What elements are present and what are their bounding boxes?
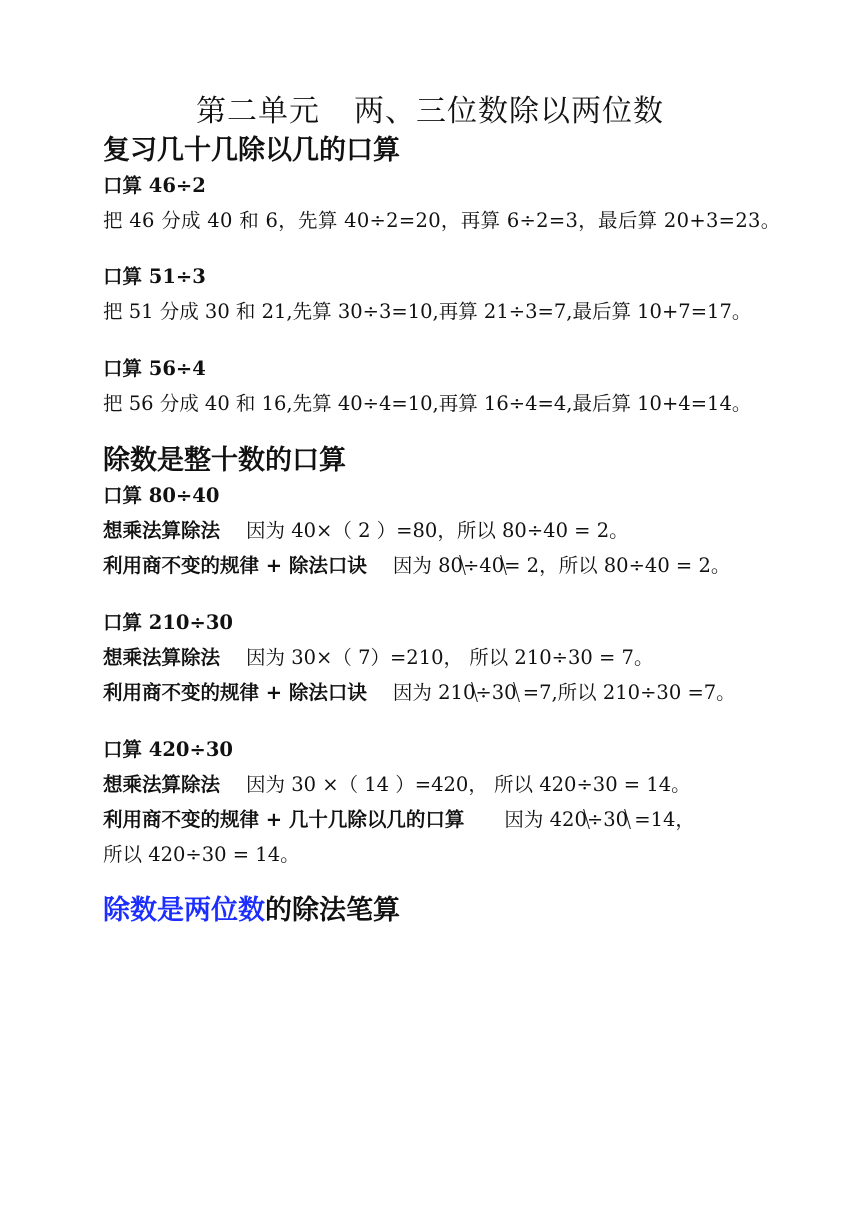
method-label: 利用商不变的规律 + 几十几除以几的口算 (103, 808, 465, 831)
strike-mark (584, 808, 590, 830)
cancelled-zero: 0 (450, 554, 463, 577)
unit-title-part1: 第二单元 (196, 94, 320, 129)
method-conclusion-420-div-30: 所以 420÷30 = 14。 (103, 843, 300, 866)
method-multiply-80-div-40 (103, 515, 629, 543)
strike-mark (501, 554, 507, 576)
unit-title (0, 86, 860, 130)
method-text-b: ÷4 (462, 554, 492, 577)
method-text-a: 因为 21 (392, 681, 463, 704)
method-text-c: =7,所以 210÷30 =7。 (516, 681, 736, 704)
problem-56-div-4: 口算 56÷4 (103, 357, 206, 380)
method-text-a: 因为 42 (504, 808, 575, 831)
problem-51-div-3: 口算 51÷3 (103, 265, 206, 288)
method-text: 因为 40×（ 2 ）=80，所以 80÷40 = 2。 (246, 519, 629, 542)
section3-heading-highlight: 除数是两位数 (103, 895, 265, 926)
strike-mark (514, 681, 520, 703)
section2-heading: 除数是整十数的口算 (103, 445, 346, 476)
cancelled-zero: 0 (462, 681, 476, 704)
explanation-56-div-4: 把 56 分成 40 和 16,先算 40÷4=10,再算 16÷4=4,最后算 10+4=14。 (103, 392, 752, 415)
method-text-c: = 2，所以 80÷40 = 2。 (504, 554, 731, 577)
problem-420-div-30: 口算 420÷30 (103, 738, 233, 761)
method-text: 因为 30 ×（ 14 ）=420， 所以 420÷30 = 14。 (246, 773, 691, 796)
problem-210-div-30: 口算 210÷30 (103, 611, 233, 634)
method-text-a: 因为 8 (392, 554, 451, 577)
method-label: 想乘法算除法 (103, 519, 221, 542)
method-quotient-210-div-30 (103, 677, 736, 705)
section1-heading: 复习几十几除以几的口算 (103, 135, 400, 166)
method-multiply-420-div-30 (103, 769, 691, 797)
section3-heading-rest: 的除法笔算 (265, 895, 400, 926)
method-quotient-80-div-40 (103, 550, 730, 578)
strike-mark (625, 808, 631, 830)
method-label: 想乘法算除法 (103, 773, 221, 796)
cancelled-zero: 0 (504, 681, 517, 704)
method-label: 想乘法算除法 (103, 646, 221, 669)
cancelled-zero: 0 (574, 808, 587, 831)
strike-mark (460, 554, 466, 576)
method-multiply-210-div-30 (103, 642, 653, 670)
unit-title-part2: 两、三位数除以两位数 (354, 94, 664, 129)
strike-mark (472, 681, 478, 703)
cancelled-zero: 0 (615, 808, 629, 831)
problem-80-div-40: 口算 80÷40 (103, 484, 220, 507)
method-label: 利用商不变的规律 + 除法口诀 (103, 554, 367, 577)
method-text: 因为 30×（ 7）=210， 所以 210÷30 = 7。 (246, 646, 654, 669)
method-text-b: ÷3 (586, 808, 616, 831)
method-text-b: ÷3 (475, 681, 505, 704)
section3-heading (103, 888, 400, 927)
method-text-c: =14， (628, 808, 695, 831)
method-label: 利用商不变的规律 + 除法口诀 (103, 681, 367, 704)
cancelled-zero: 0 (491, 554, 505, 577)
method-quotient-420-div-30 (103, 804, 695, 832)
explanation-51-div-3: 把 51 分成 30 和 21,先算 30÷3=10,再算 21÷3=7,最后算 10+7=17。 (103, 300, 752, 323)
problem-46-div-2: 口算 46÷2 (103, 174, 206, 197)
explanation-46-div-2: 把 46 分成 40 和 6，先算 40÷2=20，再算 6÷2=3，最后算 20+3=23。 (103, 209, 781, 232)
